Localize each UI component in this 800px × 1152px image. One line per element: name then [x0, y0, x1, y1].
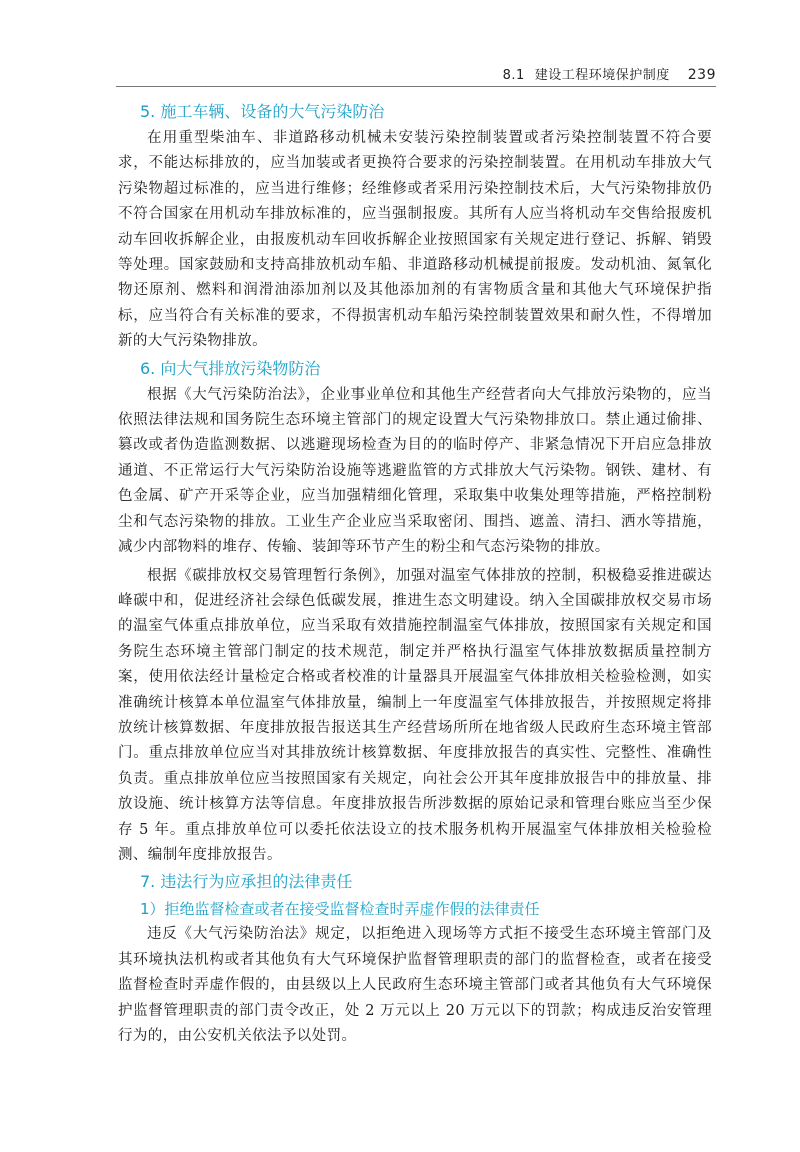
section-6-heading: 6. 向大气排放污染物防治: [140, 358, 321, 378]
running-header-text: [503, 64, 716, 83]
page-body: [118, 98, 712, 1049]
page-number: 239: [687, 67, 716, 83]
section-7-heading: 7. 违法行为应承担的法律责任: [140, 872, 353, 892]
section-7-paragraph-1: 违反《大气污染防治法》规定，以拒绝进入现场等方式拒不接受生态环境主管部门及其环境执法机构或者其他负有大气环境保护监督管理职责的部门的监督检查，或者在接受监督检查时弄虚作假的，由县级以上人民政府生态环境主管部门或者其他负有大气环境保护监督管理职责的部门责令改正，处 2 万元以上 20 万元以下的罚款；构成违反治安管理行为的，由公安机关依法予以处罚。: [118, 926, 712, 1044]
section-5-paragraph-1: 在用重型柴油车、非道路移动机械未安装污染控制装置或者污染控制装置不符合要求，不能达标排放的，应当加装或者更换符合要求的污染控制装置。在用机动车排放大气污染物超过标准的，应当进行维修；经维修或者采用污染控制技术后，大气污染物排放仍不符合国家在用机动车排放标准的，应当强制报废。其所有人应当将机动车交售给报废机动车回收拆解企业，由报废机动车回收拆解企业按照国家有关规定进行登记、拆解、销毁等处理。国家鼓励和支持高排放机动车船、非道路移动机械提前报废。发动机油、氮氧化物还原剂、燃料和润滑油添加剂以及其他添加剂的有害物质含量和其他大气环境保护指标，应当符合有关标准的要求，不得损害机动车船污染控制装置效果和耐久性，不得增加新的大气污染物排放。: [118, 130, 712, 350]
section-5-heading: 5. 施工车辆、设备的大气污染防治: [140, 102, 385, 121]
section-6-paragraph-2: 根据《碳排放权交易管理暂行条例》，加强对温室气体排放的控制，积极稳妥推进碳达峰碳中和，促进经济社会绿色低碳发展，推进生态文明建设。纳入全国碳排放权交易市场的温室气体重点排放单位，应当采取有效措施控制温室气体排放，按照国家有关规定和国务院生态环境主管部门制定的技术规范，制定并严格执行温室气体排放数据质量控制方案，使用依法经计量检定合格或者校准的计量器具开展温室气体排放相关检验检测，如实准确统计核算本单位温室气体排放量，编制上一年度温室气体排放报告，并按照规定将排放统计核算数据、年度排放报告报送其生产经营场所所在地省级人民政府生态环境主管部门。重点排放单位应当对其排放统计核算数据、年度排放报告的真实性、完整性、准确性负责。重点排放单位应当按照国家有关规定，向社会公开其年度排放报告中的排放量、排放设施、统计核算方法等信息。年度排放报告所涉数据的原始记录和管理台账应当至少保存 5 年。重点排放单位可以委托依法设立的技术服务机构开展温室气体排放相关检验检测、编制年度排放报告。: [118, 567, 712, 863]
header-section-title: 建设工程环境保护制度: [534, 68, 670, 83]
section-6-paragraph-1: 根据《大气污染防治法》，企业事业单位和其他生产经营者向大气排放污染物的，应当依照法律法规和国务院生态环境主管部门的规定设置大气污染物排放口。禁止通过偷排、篡改或者伪造监测数据、以逃避现场检查为目的的临时停产、非紧急情况下开启应急排放通道、不正常运行大气污染防治设施等逃避监管的方式排放大气污染物。钢铁、建材、有色金属、矿产开采等企业，应当加强精细化管理，采取集中收集处理等措施，严格控制粉尘和气态污染物的排放。工业生产企业应当采取密闭、围挡、遮盖、清扫、洒水等措施，减少内部物料的堆存、传输、装卸等环节产生的粉尘和气态污染物的排放。: [118, 386, 712, 556]
header-section-number: 8.1: [502, 68, 525, 83]
running-header: [0, 0, 800, 92]
header-rule: [116, 86, 716, 87]
section-7-subheading: 1）拒绝监督检查或者在接受监督检查时弄虚作假的法律责任: [140, 900, 540, 919]
